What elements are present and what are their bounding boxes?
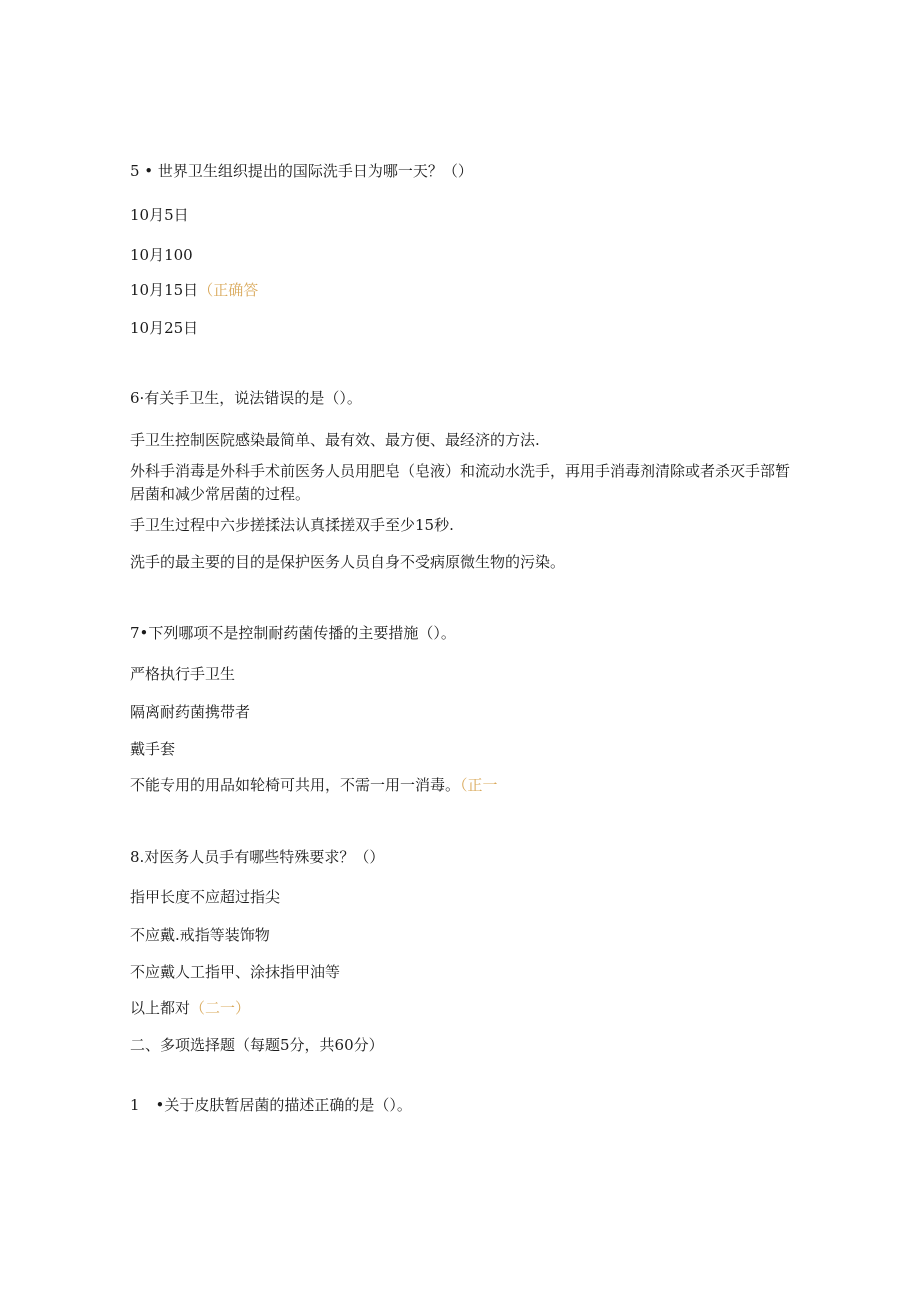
option-text: 指甲长度不应超过指尖: [130, 888, 281, 906]
option-text: 不能专用的用品如轮椅可共用，不需一用一消毒。: [130, 776, 461, 794]
question-5-stem: 5 • 世界卫生组织提出的国际洗手日为哪一天？（）: [130, 162, 473, 180]
question-8-stem: 8.对医务人员手有哪些特殊要求？（）: [130, 848, 385, 866]
q6-option-b: [130, 460, 790, 506]
option-text: 洗手的最主要的目的是保护医务人员自身不受病原微生物的污染。: [130, 553, 566, 571]
question-6-stem: 6·有关手卫生，说法错误的是（）。: [130, 389, 362, 407]
option-text: 隔离耐药菌携带者: [130, 703, 251, 721]
section-heading: 二、多项选择题（每题5分，共60分）: [130, 1036, 384, 1054]
q6-option-c: [130, 514, 454, 536]
q8-option-d: [130, 997, 250, 1019]
option-text: 10月5日: [130, 206, 189, 224]
q5-option-c: [130, 279, 258, 301]
q7-option-d: [130, 774, 498, 796]
q5-option-a: [130, 204, 189, 226]
answer-note: （二一）: [190, 999, 251, 1017]
q5-option-b: [130, 244, 193, 266]
answer-note: （正确答: [198, 281, 259, 299]
option-text: 10月15日: [130, 281, 199, 299]
option-text: 手卫生控制医院感染最简单、最有效、最方便、最经济的方法.: [130, 431, 540, 449]
q6-option-d: [130, 551, 565, 573]
question-number: 1: [130, 1096, 140, 1114]
option-text: 以上都对: [130, 999, 191, 1017]
q7-option-c: [130, 738, 175, 760]
q6-option-a: [130, 429, 540, 451]
q7-option-b: [130, 701, 250, 723]
option-text: 手卫生过程中六步搓揉法认真揉搓双手至少15秒.: [130, 516, 454, 534]
question-7-stem: 7•下列哪项不是控制耐药菌传播的主要措施（）。: [130, 624, 456, 642]
question-text: •关于皮肤暂居菌的描述正确的是（）。: [155, 1096, 412, 1114]
option-text: 不应戴人工指甲、涂抹指甲油等: [130, 963, 341, 981]
q7-option-a: [130, 663, 235, 685]
option-text: 外科手消毒是外科手术前医务人员用肥皂（皂液）和流动水洗手，再用手消毒剂清除或者杀灭手部暂居菌和减少常居菌的过程。: [130, 462, 791, 503]
q5-option-d: [130, 317, 198, 339]
answer-note: （正一: [460, 776, 498, 794]
option-text: 10月25日: [130, 319, 199, 337]
option-text: 不应戴.戒指等装饰物: [130, 926, 270, 944]
q8-option-b: [130, 924, 270, 946]
option-text: 戴手套: [130, 740, 176, 758]
option-text: 严格执行手卫生: [130, 665, 236, 683]
multi-question-1-stem: [130, 1094, 412, 1116]
option-text: 10月100: [130, 246, 193, 264]
q8-option-a: [130, 886, 280, 908]
q8-option-c: [130, 961, 340, 983]
